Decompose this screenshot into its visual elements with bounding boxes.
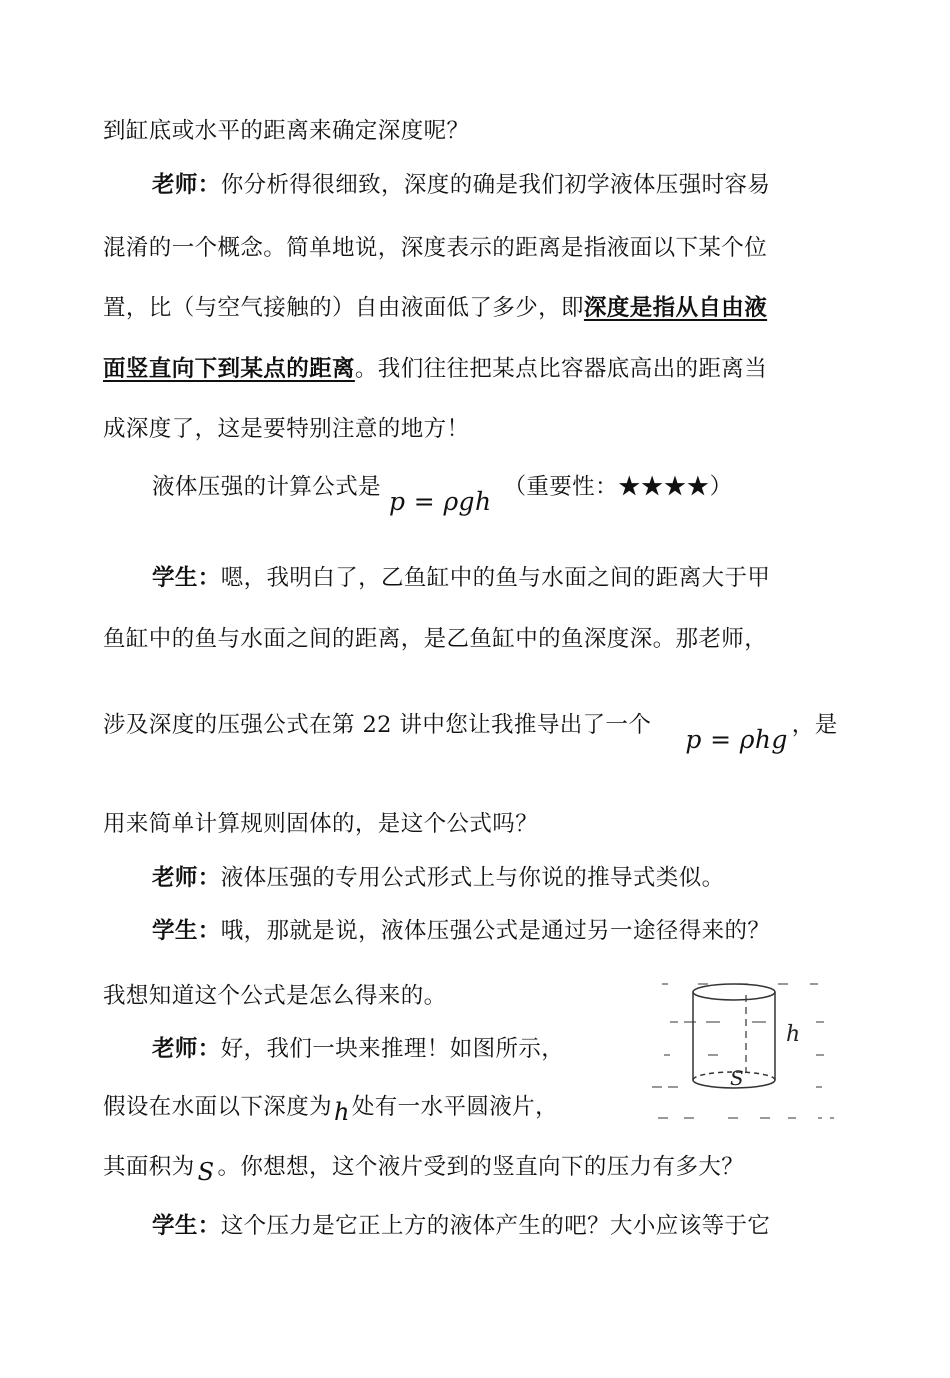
text-line: 鱼缸中的鱼与水面之间的距离，是乙鱼缸中的鱼深度深。那老师，: [103, 626, 768, 652]
variable-h: h: [334, 1098, 350, 1126]
text-line: 置，比（与空气接触的）自由液面低了多少，即深度是指从自由液: [103, 295, 768, 321]
speaker-label: 学生：: [152, 918, 221, 944]
label-s: S: [730, 1066, 744, 1090]
text-line: 成深度了，这是要特别注意的地方！: [103, 416, 470, 442]
formula-solid-pressure: p = ρhg: [685, 725, 788, 754]
key-definition: 深度是指从自由液: [583, 295, 768, 321]
text-line: 学生：这个压力是它正上方的液体产生的吧？大小应该等于它: [152, 1213, 771, 1239]
text-line: 液体压强的计算公式是 p = ρgh （重要性：★★★★）: [152, 474, 733, 516]
water-dashes: [652, 984, 834, 1118]
speaker-label: 学生：: [152, 565, 221, 591]
speaker-label: 老师：: [152, 1036, 221, 1062]
text-line: 学生：嗯，我明白了，乙鱼缸中的鱼与水面之间的距离大于甲: [152, 565, 771, 591]
speaker-label: 学生：: [152, 1213, 221, 1239]
key-definition: 面竖直向下到某点的距离: [103, 356, 355, 382]
text-line: 老师：好，我们一块来推理！如图所示，: [152, 1036, 565, 1062]
text-line: 老师：液体压强的专用公式形式上与你说的推导式类似。: [152, 865, 725, 891]
text-line: 我想知道这个公式是怎么得来的。: [103, 983, 447, 1009]
variable-s: S: [197, 1158, 215, 1186]
text-line: 涉及深度的压强公式在第 22 讲中您让我推导出了一个 p = ρhg ，是: [103, 712, 838, 754]
text-line: 其面积为 S 。你想想，这个液片受到的竖直向下的压力有多大？: [103, 1154, 745, 1186]
text-line: 面竖直向下到某点的距离。我们往往把某点比容器底高出的距离当: [103, 356, 768, 382]
text-line: 假设在水面以下深度为h处有一水平圆液片，: [103, 1094, 558, 1126]
liquid-column-figure: [648, 975, 848, 1125]
text-line: 学生：哦，那就是说，液体压强公式是通过另一途径得来的？: [152, 918, 771, 944]
text-line: 老师：你分析得很细致，深度的确是我们初学液体压强时容易: [152, 172, 771, 198]
speaker-label: 老师：: [152, 172, 221, 198]
label-h: h: [786, 1022, 801, 1047]
text-line: 用来简单计算规则固体的，是这个公式吗？: [103, 811, 539, 837]
speaker-label: 老师：: [152, 865, 221, 891]
text-line: 到缸底或水平的距离来确定深度呢？: [103, 118, 470, 144]
formula-pressure: p = ρgh: [389, 487, 492, 516]
text-line: 混淆的一个概念。简单地说，深度表示的距离是指液面以下某个位: [103, 235, 768, 261]
